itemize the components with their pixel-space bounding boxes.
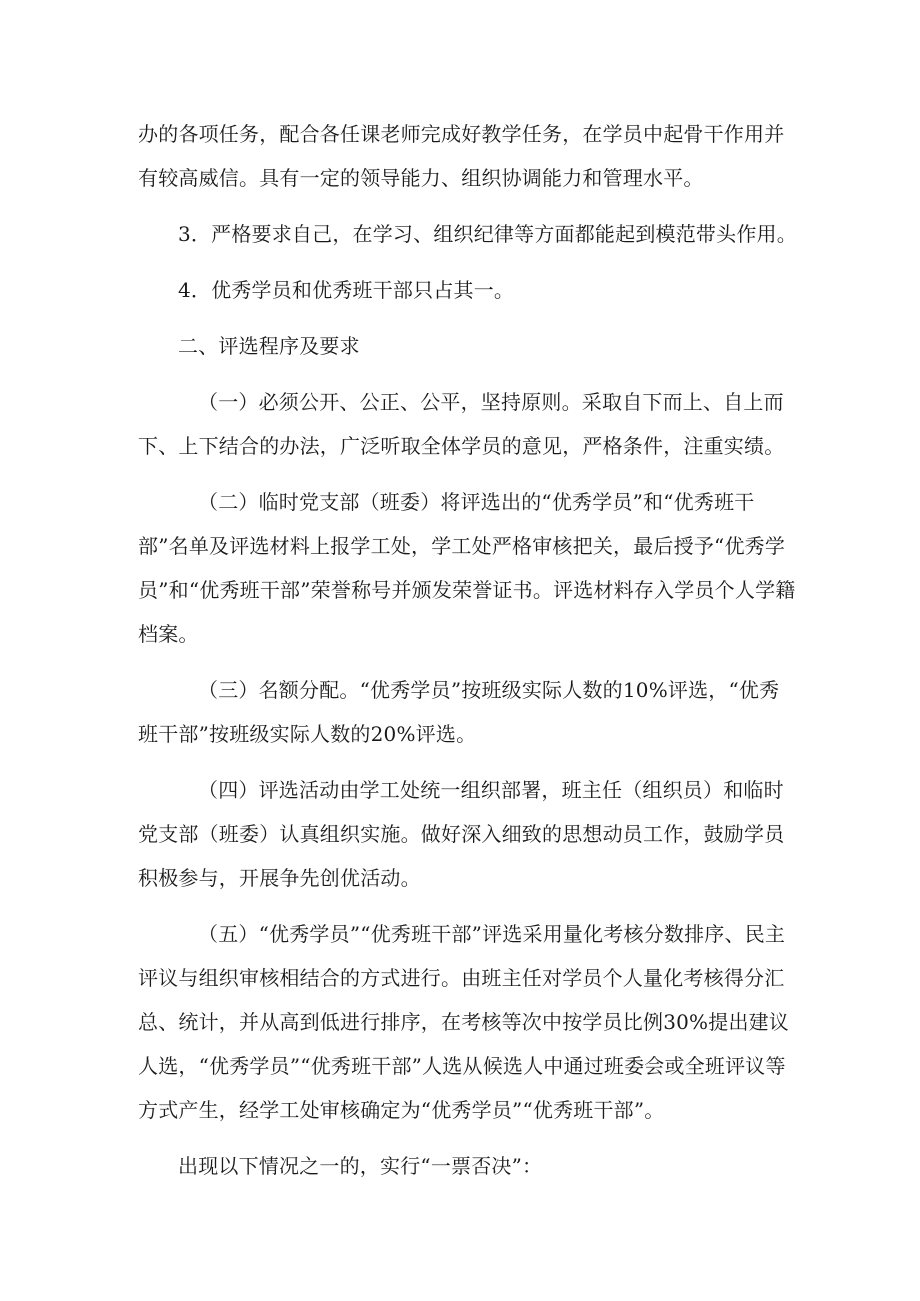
section-heading: 二、评选程序及要求 [178, 334, 360, 358]
paragraph-item-4: 4．优秀学员和优秀班干部只占其一。 [178, 278, 515, 302]
paragraph-section-5: （五）“优秀学员”“优秀班干部”评选采用量化考核分数排序、民主评议与组织审核相结合的方式进行。由班主任对学员个人量化考核得分汇总、统计，并从高到低进行排序，在考核等次中按学员比例30%提出建议人选，“优秀学员”“优秀班干部”人选从候选人中通过班委会或全班评议等方式产生，经学工处审核确定为“优秀学员”“优秀班干部”。 [138, 922, 790, 1122]
document-body [138, 112, 798, 1200]
paragraph-veto-intro: 出现以下情况之一的，实行“一票否决”： [178, 1154, 543, 1178]
paragraph-section-4: （四）评选活动由学工处统一组织部署，班主任（组织员）和临时党支部（班委）认真组织实施。做好深入细致的思想动员工作，鼓励学员积极参与，开展争先创优活动。 [138, 778, 785, 890]
paragraph-section-3: （三）名额分配。“优秀学员”按班级实际人数的10%评选，“优秀班干部”按班级实际人数的20%评选。 [138, 678, 780, 746]
paragraph-section-1: （一）必须公开、公正、公平，坚持原则。采取自下而上、自上而下、上下结合的办法，广泛听取全体学员的意见，严格条件，注重实绩。 [138, 390, 785, 458]
paragraph-continuation: 办的各项任务，配合各任课老师完成好教学任务，在学员中起骨干作用并有较高威信。具有一定的领导能力、组织协调能力和管理水平。 [138, 122, 785, 190]
paragraph-item-3: 3．严格要求自己，在学习、组织纪律等方面都能起到模范带头作用。 [178, 222, 797, 246]
paragraph-section-2: （二）临时党支部（班委）将评选出的“优秀学员”和“优秀班干部”名单及评选材料上报学工处，学工处严格审核把关，最后授予“优秀学员”和“优秀班干部”荣誉称号并颁发荣誉证书。评选材料存入学员个人学籍档案。 [138, 490, 796, 646]
